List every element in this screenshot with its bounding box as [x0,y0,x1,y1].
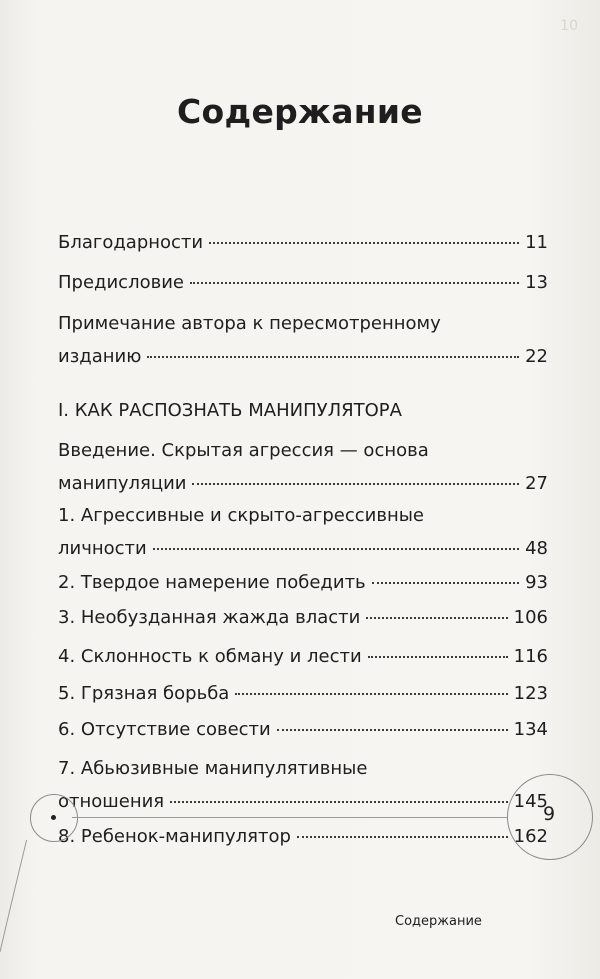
toc-entry-title: 2. Твердое намерение победить [58,572,366,593]
toc-entry-title: 4. Склонность к обману и лести [58,646,362,667]
page-title: Содержание [177,92,423,131]
toc-entry [58,505,548,571]
dot-leader [209,242,519,244]
footer-running-title: Содержание [395,914,482,929]
section-heading: I. КАК РАСПОЗНАТЬ МАНИПУЛЯТОРА [58,400,402,421]
toc-entry-title: 3. Необузданная жажда власти [58,607,361,628]
toc-entry-title: Примечание автора к пересмотренному [58,313,441,334]
toc-entry-page: 11 [525,232,548,253]
toc-entry-title: 1. Агрессивные и скрыто-агрессивные [58,505,425,526]
toc-entry-page: 106 [513,607,548,628]
toc-entry-title: Предисловие [58,272,184,293]
toc-entry-title: 5. Грязная борьба [58,683,230,704]
footer-rule [72,817,508,818]
toc-entry [58,313,548,379]
dot-leader [368,656,508,658]
toc-entry [58,272,548,305]
dot-leader [372,582,519,584]
toc-entry-title: 8. Ребенок-манипулятор [58,826,291,847]
footer-ornament [0,840,600,979]
toc-entry [58,232,548,265]
dot-leader [192,483,519,485]
toc-entry-title: Введение. Скрытая агрессия — основа [58,440,429,461]
dot-leader [235,693,507,695]
toc-entry-title-continued: личности [58,538,147,559]
toc-entry-page: 145 [513,791,548,812]
footer-page-number: 9 [542,803,556,825]
dot-leader [366,617,507,619]
toc-entry-title: Благодарности [58,232,204,253]
toc-entry-page: 162 [513,826,548,847]
toc-entry-page: 27 [525,473,548,494]
toc-entry-title: 7. Абьюзивные манипулятивные [58,758,368,779]
toc-entry [58,646,548,679]
dot-leader [170,801,508,803]
toc-entry [58,719,548,752]
toc-entry-page: 48 [525,538,548,559]
toc-entry [58,683,548,716]
footer-dot [51,815,56,820]
toc-entry-title-continued: отношения [58,791,165,812]
toc-entry [58,440,548,506]
toc-entry-page: 134 [513,719,548,740]
dot-leader [153,548,519,550]
dot-leader [190,282,519,284]
toc-entry-page: 13 [525,272,548,293]
bleed-through-page-number: 10 [560,18,578,34]
toc-entry-page: 116 [513,646,548,667]
toc-entry [58,758,548,824]
dot-leader [147,356,519,358]
toc-entry-title: 6. Отсутствие совести [58,719,271,740]
dot-leader [297,836,508,838]
toc-entry [58,607,548,640]
dot-leader [277,729,508,731]
toc-entry-page: 93 [525,572,548,593]
toc-entry-title-continued: изданию [58,346,142,367]
toc-entry-page: 22 [525,346,548,367]
toc-entry-title-continued: манипуляции [58,473,187,494]
toc-entry [58,572,548,605]
toc-entry-page: 123 [513,683,548,704]
